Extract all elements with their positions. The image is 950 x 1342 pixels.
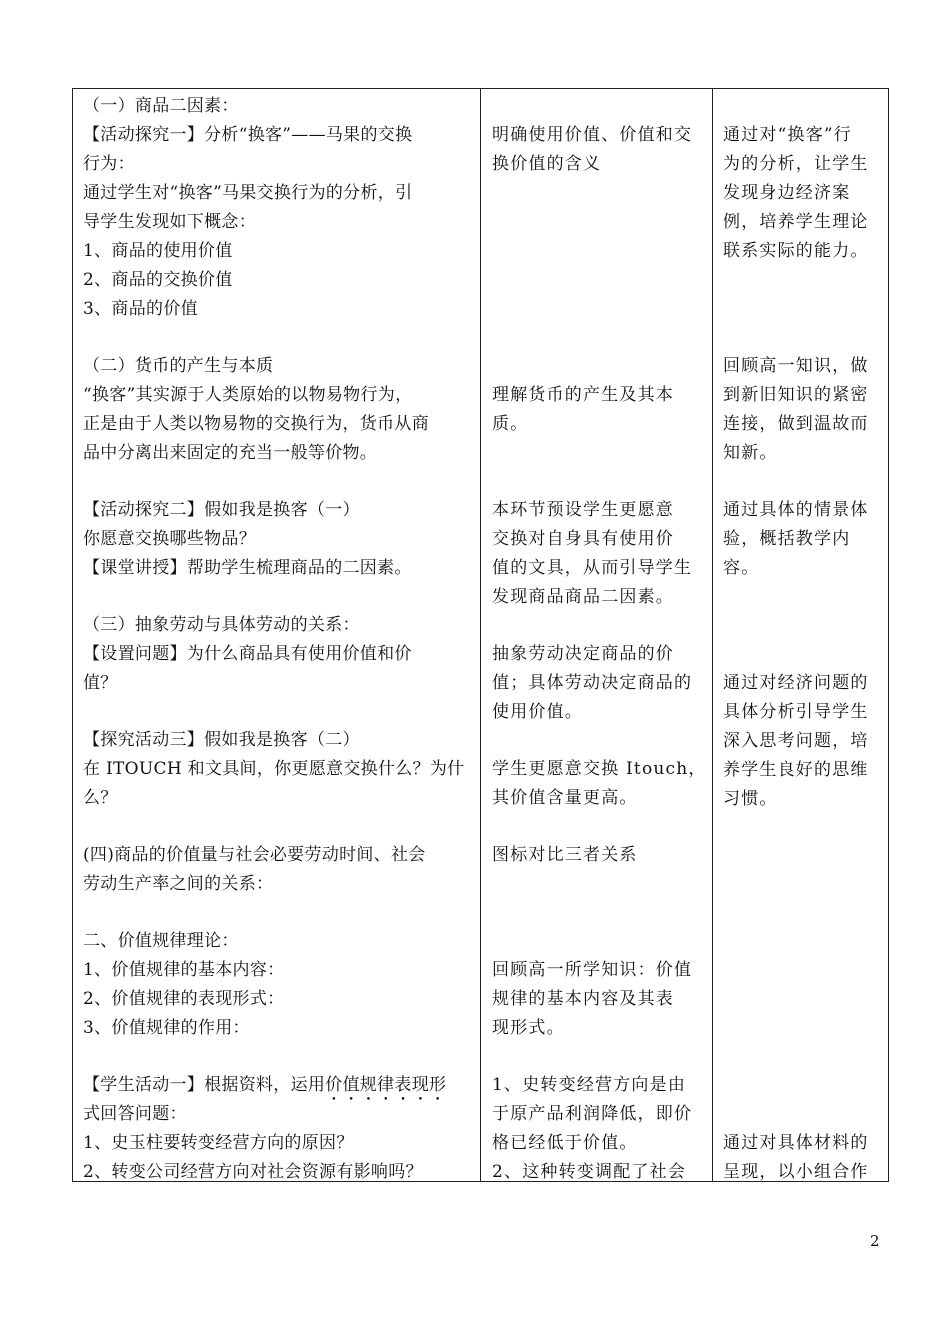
content-line: 在 ITOUCH 和文具间，你更愿意交换什么？为什: [83, 759, 465, 779]
content-line: 验，概括教学内: [723, 529, 851, 549]
content-line: 【活动探究二】假如我是换客（一）: [83, 500, 360, 520]
content-line: 品中分离出来固定的充当一般等价物。: [83, 443, 378, 463]
content-line: 现形式。: [492, 1018, 565, 1038]
teaching-content-column: [73, 89, 480, 1181]
content-line: 图标对比三者关系: [492, 845, 638, 865]
content-line: 规律的基本内容及其表: [492, 989, 674, 1009]
content-line: 深入思考问题，培: [723, 731, 869, 751]
content-line: 本环节预设学生更愿意: [492, 500, 674, 520]
content-line: 1、商品的使用价值: [83, 241, 233, 261]
section-title: （三）抽象劳动与具体劳动的关系：: [83, 615, 360, 635]
content-line: 通过学生对“换客”马果交换行为的分析，引: [83, 183, 413, 203]
content-line: 换价值的含义: [492, 154, 602, 174]
student-activity-column: [480, 89, 712, 1181]
content-line: 【课堂讲授】帮助学生梳理商品的二因素。: [83, 558, 412, 578]
content-line: 通过对“换客”行: [723, 125, 852, 145]
content-line: 呈现，以小组合作: [723, 1162, 869, 1182]
content-line: 2、价值规律的表现形式：: [83, 989, 285, 1009]
content-line: 连接，做到温故而: [723, 414, 869, 434]
content-line: 为的分析，让学生: [723, 154, 869, 174]
content-line: 2、商品的交换价值: [83, 270, 233, 290]
content-line: 交换对自身具有使用价: [492, 529, 674, 549]
content-line: 容。: [723, 558, 760, 578]
content-line: 具体分析引导学生: [723, 702, 869, 722]
content-line: 养学生良好的思维: [723, 760, 869, 780]
content-line: 1、价值规律的基本内容：: [83, 960, 285, 980]
content-line: 3、商品的价值: [83, 299, 198, 319]
design-intent-column: [712, 89, 890, 1181]
content-line: 值？: [83, 673, 118, 693]
content-line: 你愿意交换哪些物品？: [83, 529, 256, 549]
lesson-plan-table: [72, 88, 889, 1182]
section-title: （二）货币的产生与本质: [83, 356, 274, 376]
content-line: 【设置问题】为什么商品具有使用价值和价: [83, 644, 412, 664]
section-title: 二、价值规律理论：: [83, 931, 239, 951]
content-line: 通过具体的情景体: [723, 500, 869, 520]
content-line: 正是由于人类以物易物的交换行为，货币从商: [83, 414, 429, 434]
content-line: 劳动生产率之间的关系：: [83, 874, 274, 894]
content-line: 行为：: [83, 154, 135, 174]
content-line: 3、价值规律的作用：: [83, 1018, 250, 1038]
content-line: 2、这种转变调配了社会: [492, 1162, 687, 1182]
emphasized-term: 价值规律表现形: [325, 1075, 447, 1095]
content-line: 通过对经济问题的: [723, 673, 869, 693]
content-line: 发现商品商品二因素。: [492, 587, 674, 607]
content-line: 1、史玉柱要转变经营方向的原因？: [83, 1133, 354, 1153]
content-line: 理解货币的产生及其本: [492, 385, 674, 405]
content-line: 到新旧知识的紧密: [723, 385, 869, 405]
content-line: 值；具体劳动决定商品的: [492, 673, 693, 693]
content-line: 回顾高一所学知识：价值: [492, 960, 693, 980]
content-line: 值的文具，从而引导学生: [492, 558, 693, 578]
activity-intro: 【学生活动一】根据资料，运用: [83, 1075, 326, 1095]
section-title: （一）商品二因素：: [83, 96, 239, 116]
section-title: (四)商品的价值量与社会必要劳动时间、社会: [83, 845, 426, 865]
content-line: 通过对具体材料的: [723, 1133, 869, 1153]
content-line: 联系实际的能力。: [723, 241, 869, 261]
content-line: 其价值含量更高。: [492, 788, 638, 808]
content-line: 于原产品利润降低，即价: [492, 1104, 693, 1124]
content-line: 式回答问题：: [83, 1104, 187, 1124]
content-line: 抽象劳动决定商品的价: [492, 644, 674, 664]
content-line: 例，培养学生理论: [723, 212, 869, 232]
content-line: 格已经低于价值。: [492, 1133, 638, 1153]
content-line: 发现身边经济案: [723, 183, 851, 203]
content-line: 回顾高一知识，做: [723, 356, 869, 376]
page-number: 2: [870, 1232, 880, 1250]
content-line: 质。: [492, 414, 529, 434]
content-line: 知新。: [723, 443, 778, 463]
content-line: “换客”其实源于人类原始的以物易物行为，: [83, 385, 413, 405]
content-line: 明确使用价值、价值和交: [492, 125, 693, 145]
content-line: 习惯。: [723, 789, 778, 809]
content-line: 学生更愿意交换 Itouch，: [492, 759, 707, 779]
content-line: 1、史转变经营方向是由: [492, 1075, 687, 1095]
content-line: 【探究活动三】假如我是换客（二）: [83, 730, 360, 750]
content-line: 使用价值。: [492, 702, 583, 722]
content-line: 【活动探究一】分析“换客”——马果的交换: [83, 125, 413, 145]
content-line: 2、转变公司经营方向对社会资源有影响吗？: [83, 1162, 423, 1182]
content-line: 导学生发现如下概念：: [83, 212, 256, 232]
content-line: 么？: [83, 788, 118, 808]
